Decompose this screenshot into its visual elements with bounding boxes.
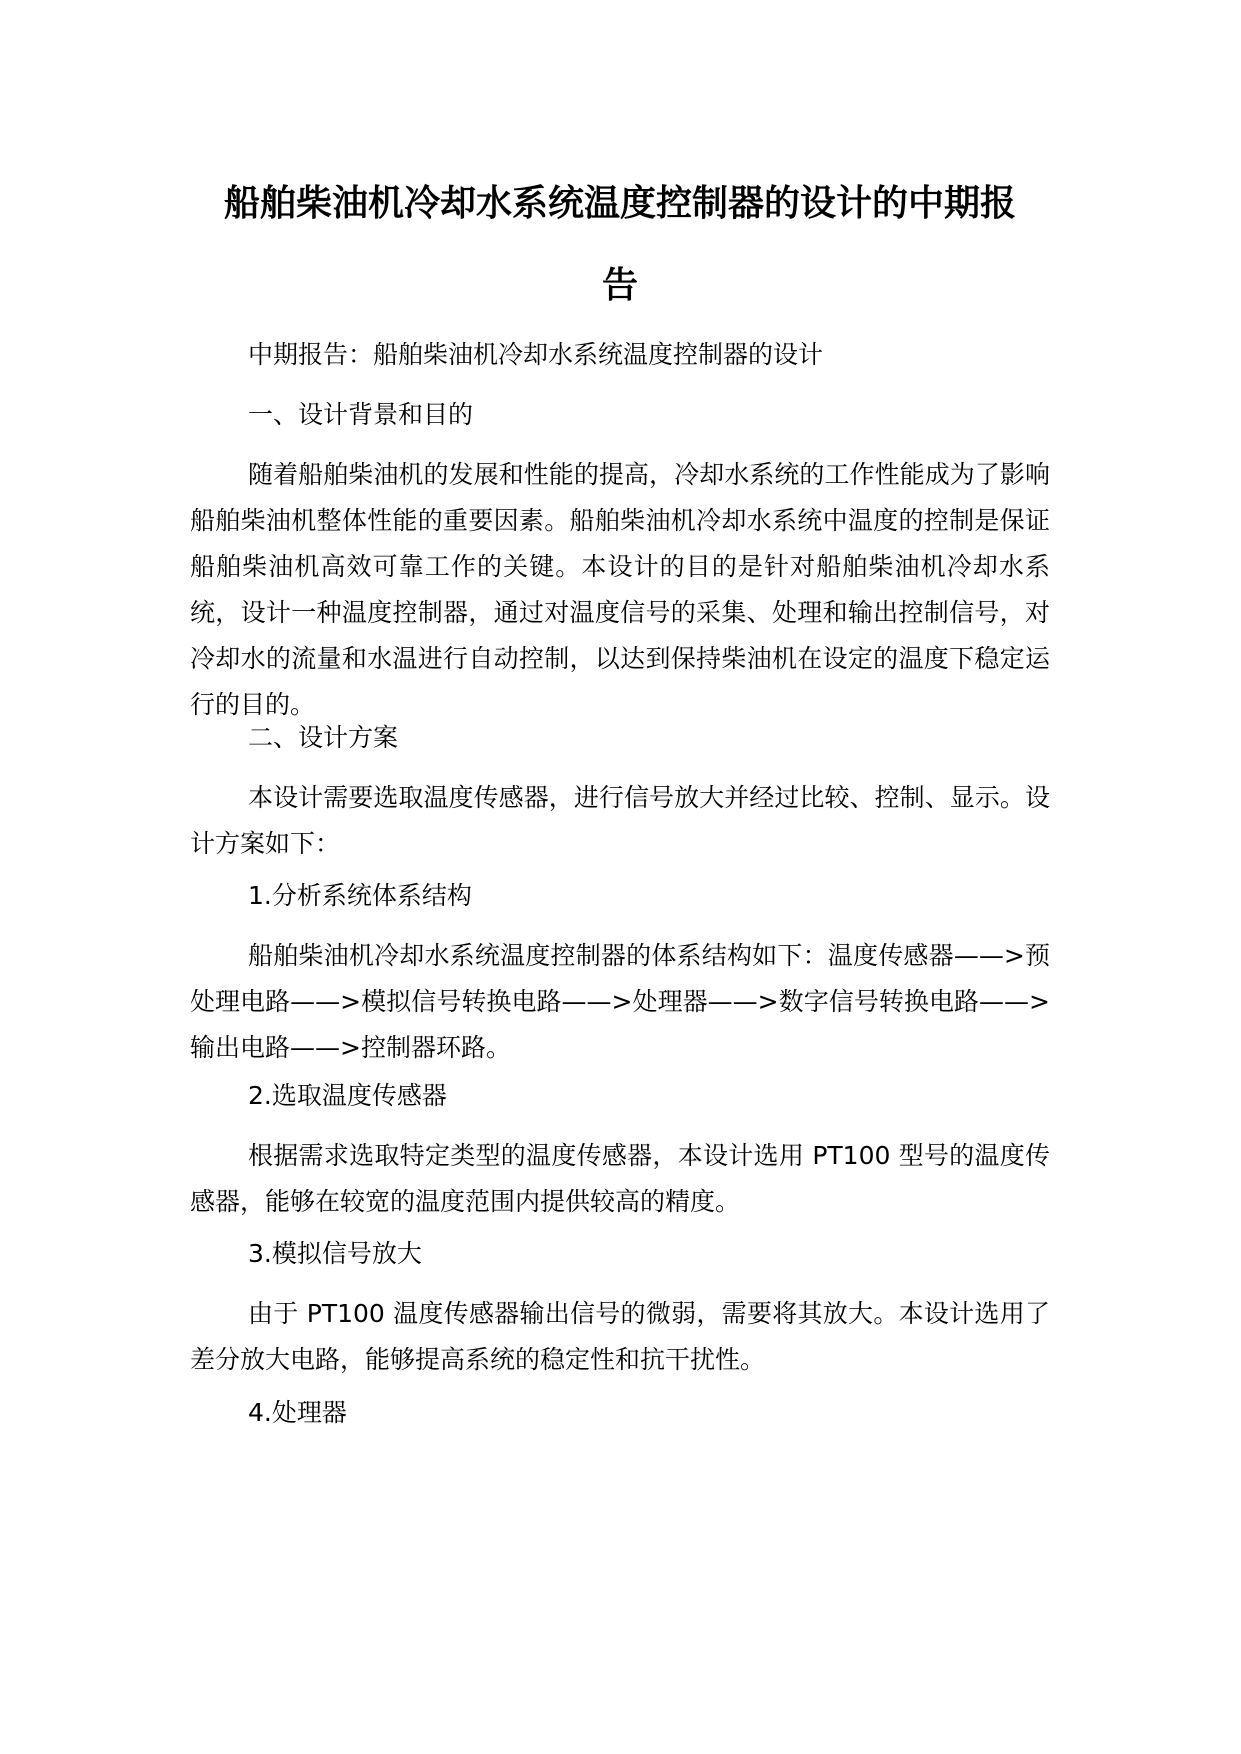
paragraph-amplifier: 由于 PT100 温度传感器输出信号的微弱，需要将其放大。本设计选用了差分放大电路，能够提高系统的稳定性和抗干扰性。 [190, 1299, 1050, 1374]
subheading-2: 2.选取温度传感器 [248, 1081, 447, 1110]
subheading-3: 3.模拟信号放大 [248, 1239, 422, 1268]
subheading-1: 1.分析系统体系结构 [248, 881, 472, 910]
document-title-line-1: 船舶柴油机冷却水系统温度控制器的设计的中期报 [223, 183, 1016, 224]
section-heading-1: 一、设计背景和目的 [248, 400, 474, 429]
report-subtitle: 中期报告：船舶柴油机冷却水系统温度控制器的设计 [248, 340, 824, 369]
paragraph-background: 随着船舶柴油机的发展和性能的提高，冷却水系统的工作性能成为了影响船舶柴油机整体性能的重要因素。船舶柴油机冷却水系统中温度的控制是保证船舶柴油机高效可靠工作的关键。本设计的目的是针对船舶柴油机冷却水系统，设计一种温度控制器，通过对温度信号的采集、处理和输出控制信号，对冷却水的流量和水温进行自动控制，以达到保持柴油机在设定的温度下稳定运行的目的。 [190, 460, 1050, 719]
section-heading-2: 二、设计方案 [248, 723, 399, 752]
paragraph-architecture: 船舶柴油机冷却水系统温度控制器的体系结构如下：温度传感器——>预处理电路——>模拟信号转换电路——>处理器——>数字信号转换电路——>输出电路——>控制器环路。 [190, 941, 1050, 1062]
document-title-line-2: 告 [601, 265, 638, 306]
paragraph-sensor: 根据需求选取特定类型的温度传感器，本设计选用 PT100 型号的温度传感器，能够在较宽的温度范围内提供较高的精度。 [190, 1141, 1050, 1216]
paragraph-design-intro: 本设计需要选取温度传感器，进行信号放大并经过比较、控制、显示。设计方案如下： [190, 783, 1050, 858]
subheading-4: 4.处理器 [248, 1398, 347, 1427]
